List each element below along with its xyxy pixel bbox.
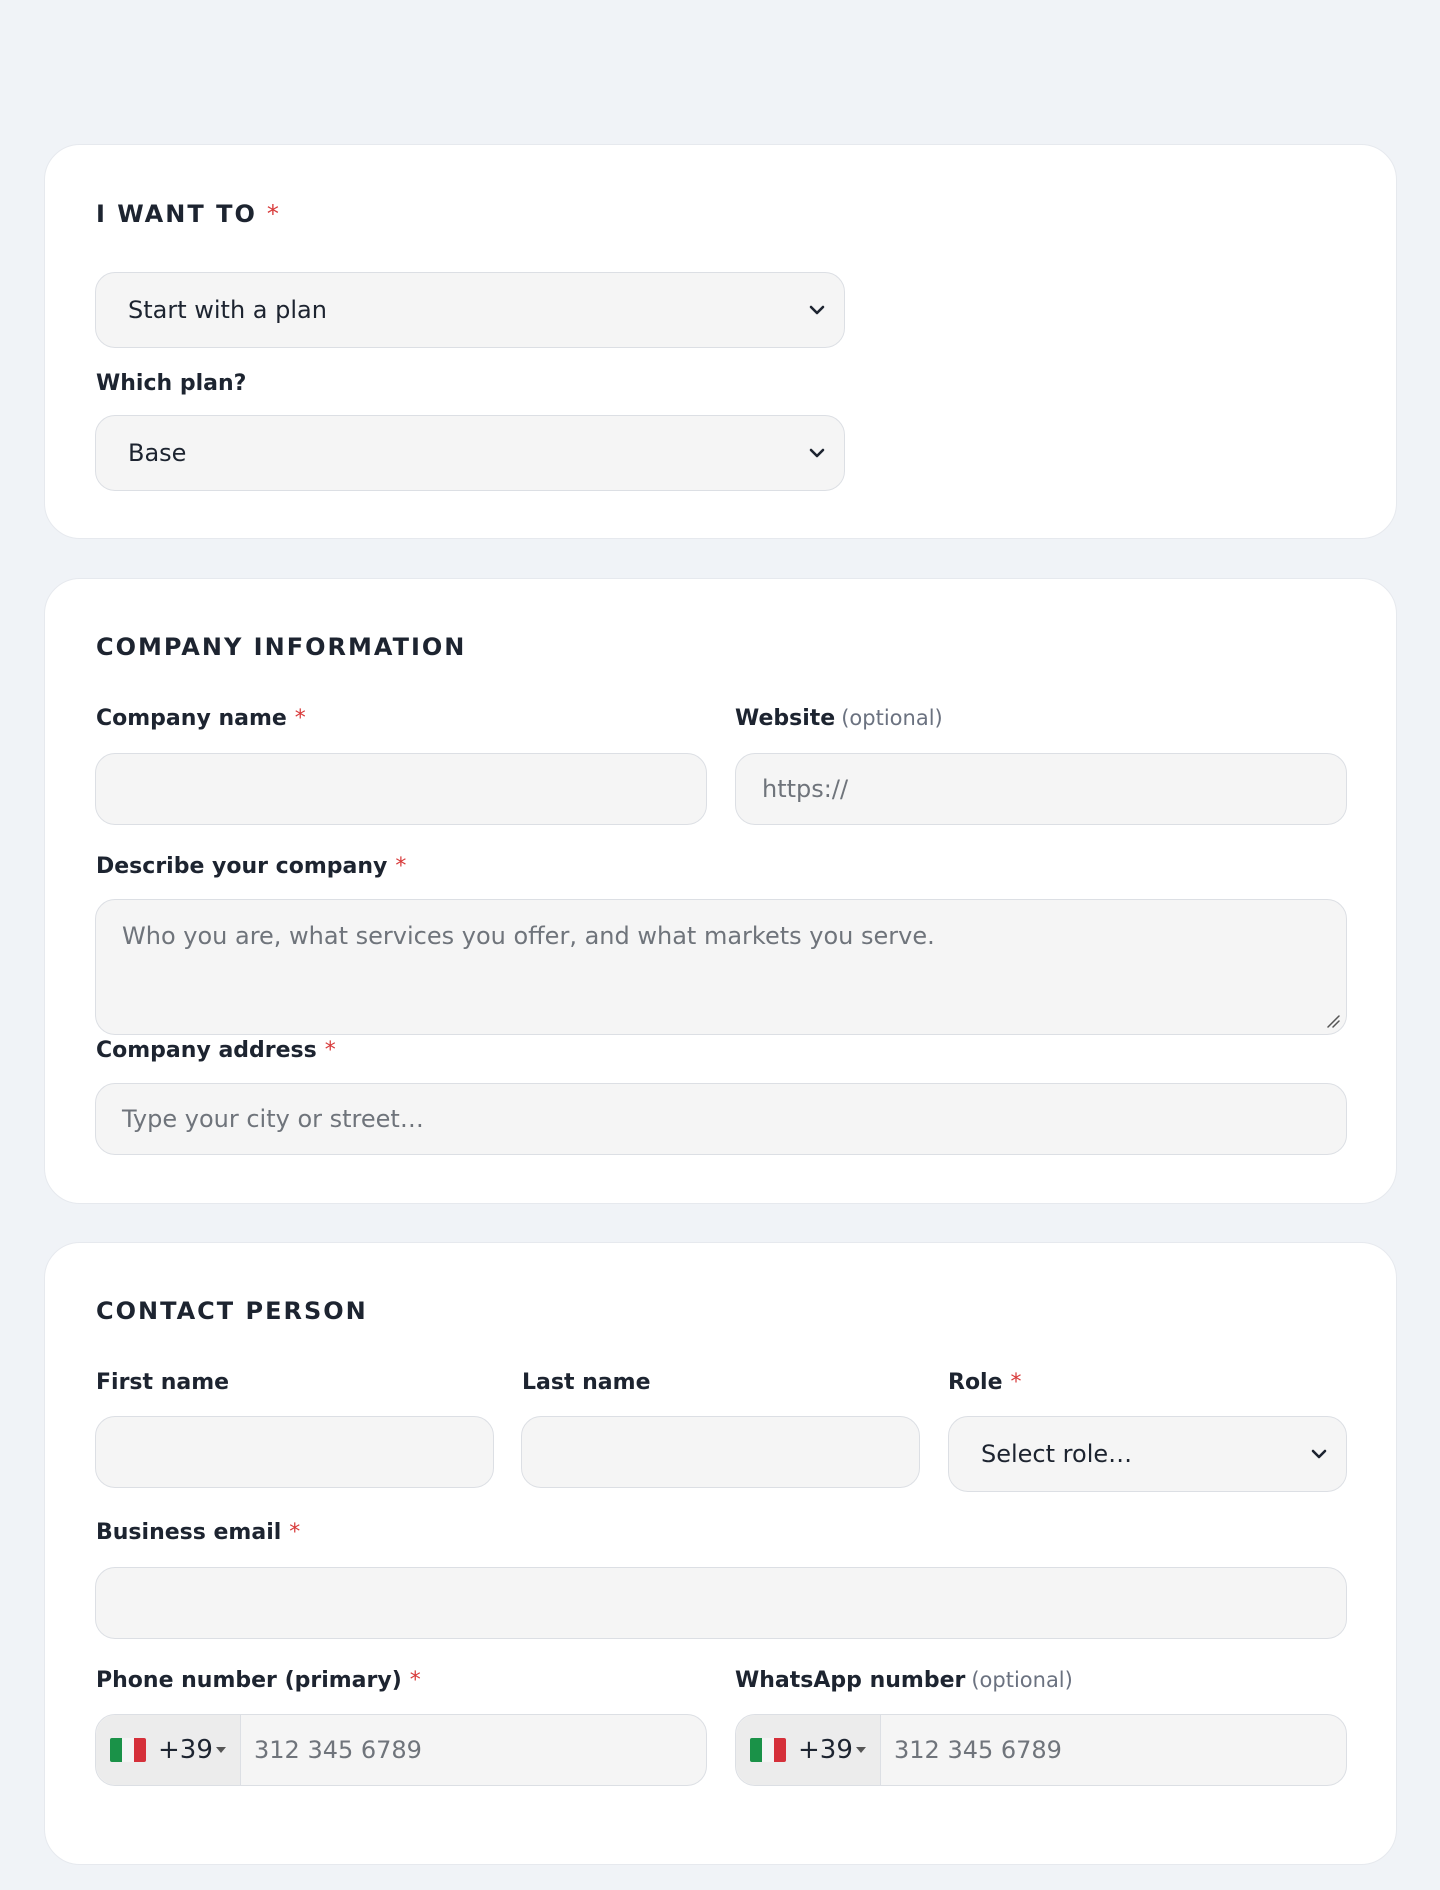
website-input[interactable] [735,753,1347,825]
email-label [96,1520,300,1545]
address-placeholder: Type your city or street… [122,1105,424,1133]
caret-down-icon [216,1747,226,1753]
address-input[interactable] [95,1083,1347,1155]
action-select[interactable] [95,272,845,348]
plan-select-value: Base [128,439,187,467]
phone-label-text: Phone number (primary) [96,1668,402,1693]
address-label [96,1038,336,1063]
required-mark: * [266,200,281,228]
chevron-down-icon [1310,1445,1328,1463]
role-label [948,1370,1022,1395]
intent-section-title [96,200,281,228]
optional-note: (optional) [971,1668,1073,1692]
describe-label-text: Describe your company [96,854,388,879]
intent-card [44,144,1397,539]
phone-dial-code: +39 [158,1735,213,1765]
role-select-value: Select role… [981,1440,1133,1468]
whatsapp-placeholder: 312 345 6789 [894,1736,1062,1764]
company-name-label [96,706,306,731]
company-name-input[interactable] [95,753,707,825]
contact-section-title: CONTACT PERSON [96,1297,368,1325]
whatsapp-label-text: WhatsApp number [735,1668,966,1693]
required-mark: * [409,1668,421,1693]
role-select[interactable] [948,1416,1347,1492]
intent-title-text: I WANT TO [96,200,257,228]
chevron-down-icon [808,301,826,319]
last-name-label: Last name [522,1370,651,1395]
phone-label [96,1668,421,1693]
required-mark: * [289,1520,301,1545]
email-label-text: Business email [96,1520,282,1545]
required-mark: * [395,854,407,879]
optional-note: (optional) [841,706,943,730]
first-name-label: First name [96,1370,230,1395]
action-select-value: Start with a plan [128,296,327,324]
resize-grip-icon[interactable] [1326,1014,1340,1028]
contact-card [44,1242,1397,1865]
plan-select[interactable] [95,415,845,491]
describe-textarea[interactable] [95,899,1347,1035]
phone-placeholder: 312 345 6789 [254,1736,422,1764]
phone-country-picker[interactable] [96,1715,241,1785]
required-mark: * [294,706,306,731]
last-name-input[interactable] [521,1416,920,1488]
italy-flag-icon [750,1738,786,1762]
first-name-input[interactable] [95,1416,494,1488]
address-label-text: Company address [96,1038,317,1063]
describe-label [96,854,406,879]
website-label-text: Website [735,706,836,731]
whatsapp-dial-code: +39 [798,1735,853,1765]
chevron-down-icon [808,444,826,462]
company-section-title: COMPANY INFORMATION [96,633,467,661]
whatsapp-label [735,1668,1073,1693]
role-label-text: Role [948,1370,1003,1395]
company-name-label-text: Company name [96,706,287,731]
whatsapp-country-picker[interactable] [736,1715,881,1785]
company-card [44,578,1397,1204]
required-mark: * [324,1038,336,1063]
describe-placeholder: Who you are, what services you offer, and what markets you serve. [122,922,935,950]
plan-label: Which plan? [96,371,247,396]
website-label [735,706,943,731]
phone-input[interactable] [95,1714,707,1786]
required-mark: * [1010,1370,1022,1395]
website-placeholder: https:// [762,775,849,803]
email-input[interactable] [95,1567,1347,1639]
whatsapp-input[interactable] [735,1714,1347,1786]
italy-flag-icon [110,1738,146,1762]
caret-down-icon [856,1747,866,1753]
